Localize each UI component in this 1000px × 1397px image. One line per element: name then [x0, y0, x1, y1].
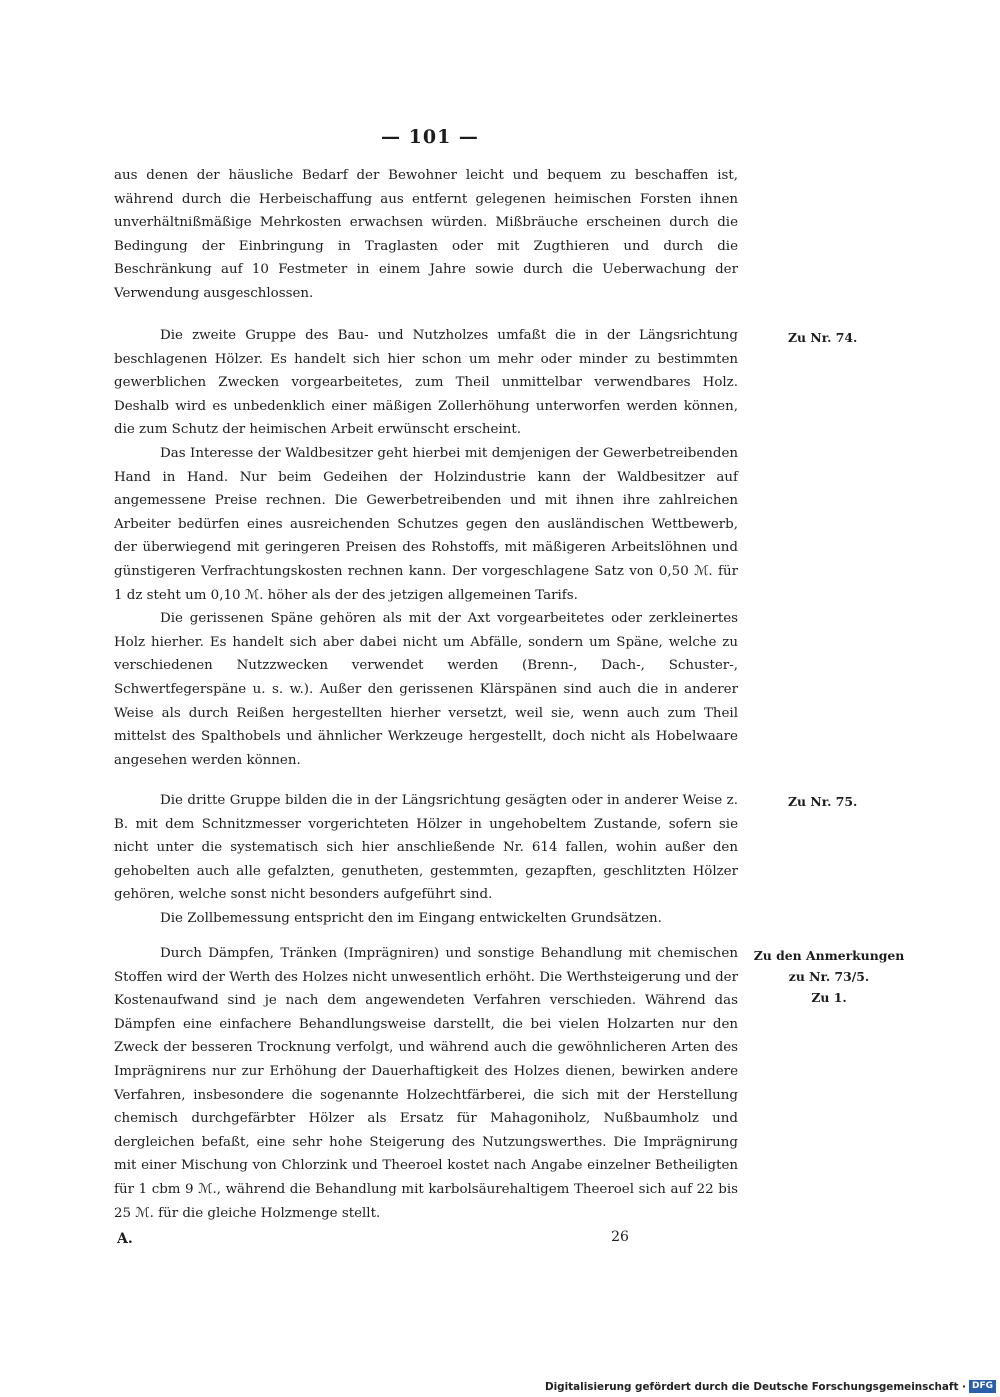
- digitization-credit-text: Digitalisierung gefördert durch die Deutsche Forschungsgemeinschaft ·: [545, 1380, 966, 1393]
- dfg-logo-icon: DFG: [969, 1380, 996, 1393]
- margin-note-anmerkungen-line-2: zu Nr. 73/5.: [788, 969, 870, 984]
- paragraph-4: Die gerissenen Späne gehören als mit der Axt vorgearbeitetes oder zerkleinertes Holz hierher. Es handelt sich aber dabei nicht um Abfälle, sondern um Späne, welche zu verschiedenen Nutzzwecken verwendet werden (Brenn-, Dach-, Schuster-, Schwertfegerspäne u. s. w.). Außer den gerissenen Klärspänen sind auch die in anderer Weise als durch Reißen hergestellten hierher versetzt, weil sie, wenn auch zum Theil mittelst des Spalthobels und ähnlicher Werkzeuge hergestellt, doch nicht als Hobelwaare angesehen werden können.: [114, 611, 738, 768]
- paragraph-6: Die Zollbemessung entspricht den im Eingang entwickelten Grundsätzen.: [160, 910, 662, 926]
- paragraph-5-block: [114, 789, 738, 931]
- paragraph-5: Die dritte Gruppe bilden die in der Längsrichtung gesägten oder in anderer Weise z. B. mit dem Schnitzmesser vorgerichteten Hölzer in ungehobeltem Zustande, sofern sie nicht unter die systematisch sich hier anschließende Nr. 614 fallen, wohin außer den gehobelten auch alle gefalzten, genutheten, gestemmten, gezapften, geschlitzten Hölzer gehören, welche sonst nicht besonders aufgeführt sind.: [114, 793, 738, 903]
- paragraph-7: Durch Dämpfen, Tränken (Imprägniren) und sonstige Behandlung mit chemischen Stoffen wird der Werth des Holzes nicht unwesentlich erhöht. Die Werthsteigerung und der Kostenaufwand sind je nach dem angewendeten Verfahren verschieden. Während das Dämpfen eine einfachere Behandlungsweise darstellt, die bei vielen Holzarten nur den Zweck der besseren Trocknung verfolgt, und während auch die gewöhnlicheren Arten des Imprägnirens nur zur Erhöhung der Dauerhaftigkeit des Holzes dienen, bewirken andere Verfahren, insbesondere die sogenannte Holzechtfärberei, die sich mit der Herstellung chemisch durchgefärbter Hölzer als Ersatz für Mahagoniholz, Nußbaumholz und dergleichen befaßt, eine sehr hohe Steigerung des Nutzungswerthes. Die Imprägnirung mit einer Mischung von Chlorzink und Theeroel kostet nach Angabe einzelner Betheiligten für 1 cbm 9 ℳ., während die Behandlung mit karbolsäurehaltigem Theeroel sich auf 22 bis 25 ℳ. für die gleiche Holzmenge stellt.: [114, 946, 738, 1221]
- digitization-credit: [545, 1380, 996, 1393]
- margin-note-anmerkungen-line-1: Zu den Anmerkungen: [753, 948, 905, 963]
- paragraph-1: aus denen der häusliche Bedarf der Bewohner leicht und bequem zu beschaffen ist, während durch die Herbeischaffung aus entfernt gelegenen heimischen Forsten ihnen unverhältnißmäßige Mehrkosten erwachsen würden. Mißbräuche erscheinen durch die Bedingung der Einbringung in Traglasten oder mit Zugthieren und durch die Beschränkung auf 10 Festmeter in einem Jahre sowie durch die Ueberwachung der Verwendung ausgeschlossen.: [114, 168, 738, 301]
- margin-note-anmerkungen-line-3: Zu 1.: [811, 990, 847, 1005]
- signature-mark: A.: [117, 1231, 133, 1247]
- margin-note-nr-74: Zu Nr. 74.: [788, 330, 858, 345]
- paragraph-7-block: [114, 942, 738, 1225]
- margin-note-anmerkungen: [752, 945, 906, 1008]
- paragraph-2: Die zweite Gruppe des Bau- und Nutzholzes umfaßt die in der Längsrichtung beschlagenen Hölzer. Es handelt sich hier schon um mehr oder minder zu bestimmten gewerblichen Zwecken vorgearbeitetes, zum Theil unmittelbar verwendbares Holz. Deshalb wird es unbedenklich einer mäßigen Zollerhöhung unterworfen werden können, die zum Schutz der heimischen Arbeit erwünscht erscheint.: [114, 328, 738, 438]
- margin-note-nr-75: Zu Nr. 75.: [788, 794, 858, 809]
- paragraph-2-block: [114, 324, 738, 772]
- paragraph-3: Das Interesse der Waldbesitzer geht hierbei mit demjenigen der Gewerbetreibenden Hand in Hand. Nur beim Gedeihen der Holzindustrie kann der Waldbesitzer auf angemessene Preise rechnen. Die Gewerbetreibenden und mit ihnen ihre zahlreichen Arbeiter bedürfen eines ausreichenden Schutzes gegen den ausländischen Wettbewerb, der überwiegend mit geringeren Preisen des Rohstoffs, mit mäßigeren Arbeitslöhnen und günstigeren Verfrachtungskosten rechnen kann. Der vorgeschlagene Satz von 0,50 ℳ. für 1 dz steht um 0,10 ℳ. höher als der des jetzigen allgemeinen Tarifs.: [114, 445, 738, 603]
- page-number: — 101 —: [381, 126, 479, 148]
- paragraph-1-block: [114, 164, 738, 306]
- sheet-number: 26: [611, 1229, 629, 1245]
